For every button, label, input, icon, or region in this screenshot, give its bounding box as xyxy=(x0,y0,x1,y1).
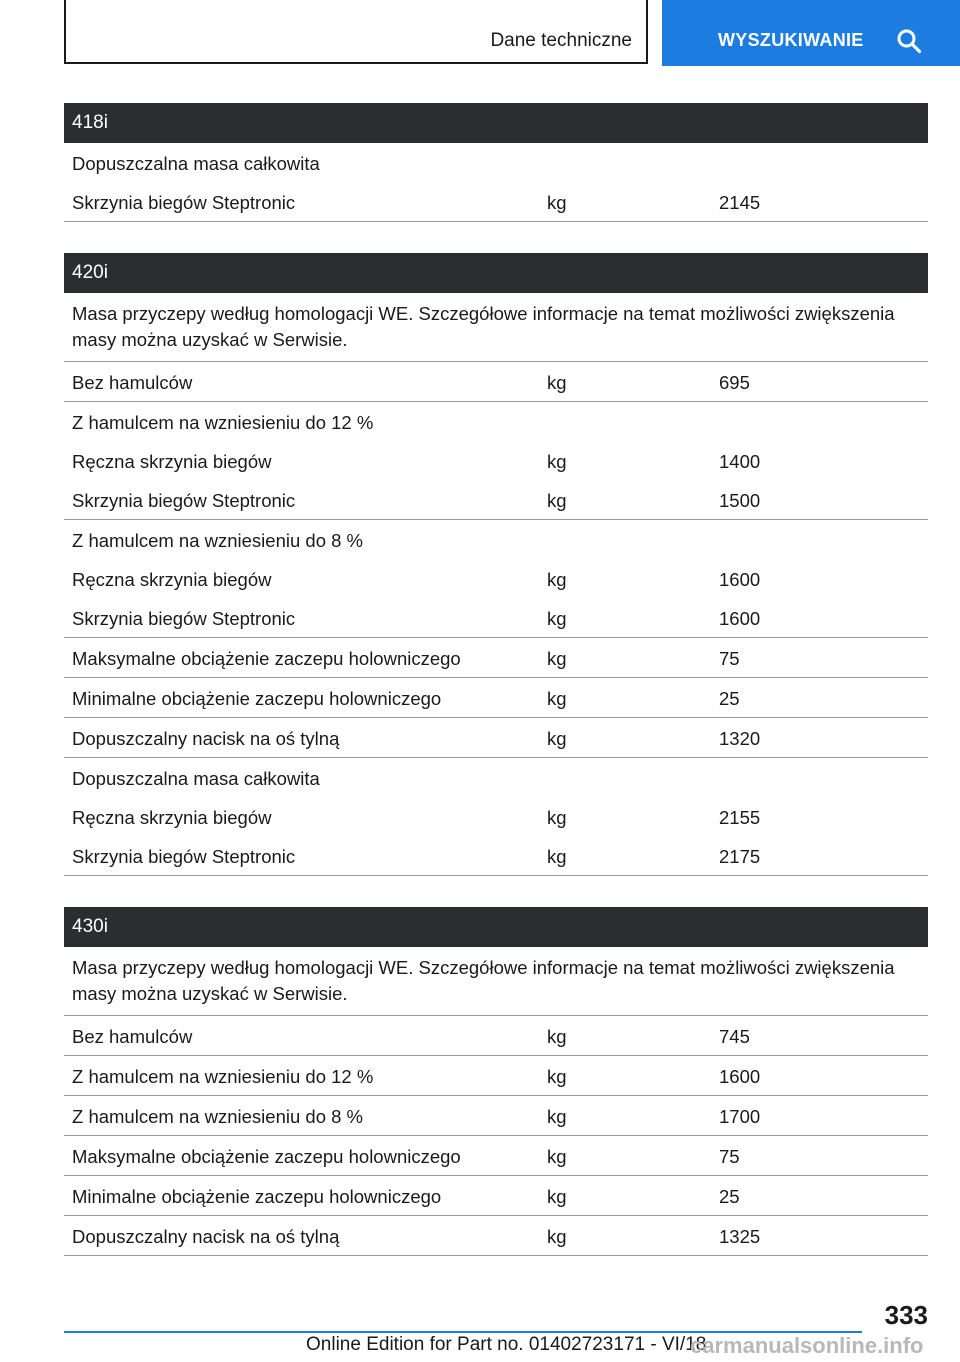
search-icon xyxy=(896,28,922,54)
table-row xyxy=(64,638,928,678)
spec-value: 75 xyxy=(719,648,740,669)
table-row xyxy=(64,520,928,559)
model-heading: 420i xyxy=(64,253,928,293)
spec-label: Ręczna skrzynia biegów xyxy=(72,807,272,828)
spec-label: Skrzynia biegów Steptronic xyxy=(72,192,296,213)
table-row xyxy=(64,598,928,638)
edition-text: Online Edition for Part no. 01402723171 - VI/18 xyxy=(306,1334,707,1355)
table-row xyxy=(64,718,928,758)
spec-unit: kg xyxy=(547,1066,567,1087)
table-row xyxy=(64,758,928,797)
spec-label: Dopuszczalna masa całkowita xyxy=(72,768,320,789)
spec-value: 695 xyxy=(719,372,750,393)
spec-value: 25 xyxy=(719,688,740,709)
spec-unit: kg xyxy=(547,569,567,590)
spec-label: Minimalne obciążenie zaczepu holowniczego xyxy=(72,688,442,709)
table-row xyxy=(64,1096,928,1136)
spec-unit: kg xyxy=(547,1106,567,1127)
spec-value: 1325 xyxy=(719,1226,761,1247)
table-row xyxy=(64,1016,928,1056)
table-row xyxy=(64,1216,928,1256)
section-tab[interactable] xyxy=(64,0,648,64)
table-row xyxy=(64,1136,928,1176)
spec-unit: kg xyxy=(547,728,567,749)
spec-unit: kg xyxy=(547,451,567,472)
spec-tables xyxy=(64,103,928,1287)
spec-unit: kg xyxy=(547,807,567,828)
spec-value: 1600 xyxy=(719,608,761,629)
spec-label: Ręczna skrzynia biegów xyxy=(72,569,272,590)
table-row xyxy=(64,1056,928,1096)
spec-value: 75 xyxy=(719,1146,740,1167)
table-row xyxy=(64,480,928,520)
spec-unit: kg xyxy=(547,1146,567,1167)
model-heading: 430i xyxy=(64,907,928,947)
spec-label: Skrzynia biegów Steptronic xyxy=(72,490,296,511)
spec-label: Z hamulcem na wzniesieniu do 8 % xyxy=(72,530,364,551)
spec-unit: kg xyxy=(547,688,567,709)
table-row xyxy=(64,559,928,598)
spec-value: 2175 xyxy=(719,846,761,867)
spec-block xyxy=(64,103,928,222)
spec-value: 1600 xyxy=(719,569,761,590)
table-row xyxy=(64,362,928,402)
spec-unit: kg xyxy=(547,372,567,393)
spec-label: Skrzynia biegów Steptronic xyxy=(72,608,296,629)
spec-value: 1500 xyxy=(719,490,761,511)
spec-label: Dopuszczalna masa całkowita xyxy=(72,153,320,174)
spec-label: Z hamulcem na wzniesieniu do 12 % xyxy=(72,412,374,433)
table-row xyxy=(64,836,928,876)
spec-block xyxy=(64,907,928,1256)
table-row xyxy=(64,678,928,718)
spec-value: 1400 xyxy=(719,451,761,472)
spec-value: 1700 xyxy=(719,1106,761,1127)
section-title: Dane techniczne xyxy=(490,30,632,51)
spec-label: Z hamulcem na wzniesieniu do 8 % xyxy=(72,1106,364,1127)
search-label: WYSZUKIWANIE xyxy=(718,30,864,50)
spec-unit: kg xyxy=(547,648,567,669)
spec-label: Dopuszczalny nacisk na oś tylną xyxy=(72,728,340,749)
spec-label: Maksymalne obciążenie zaczepu holowniczego xyxy=(72,1146,461,1167)
spec-label: Minimalne obciążenie zaczepu holowniczego xyxy=(72,1186,442,1207)
spec-label: Bez hamulców xyxy=(72,1026,193,1047)
table-row xyxy=(64,143,928,182)
spec-label: Bez hamulców xyxy=(72,372,193,393)
table-row xyxy=(64,182,928,222)
spec-unit: kg xyxy=(547,1226,567,1247)
spec-unit: kg xyxy=(547,608,567,629)
spec-value: 2155 xyxy=(719,807,761,828)
table-row xyxy=(64,797,928,836)
spec-block xyxy=(64,253,928,876)
table-row xyxy=(64,1176,928,1216)
spec-unit: kg xyxy=(547,846,567,867)
page-number: 333 xyxy=(884,1300,928,1330)
spec-label: Skrzynia biegów Steptronic xyxy=(72,846,296,867)
spec-value: 1320 xyxy=(719,728,761,749)
spec-label: Z hamulcem na wzniesieniu do 12 % xyxy=(72,1066,374,1087)
spec-label: Maksymalne obciążenie zaczepu holowniczego xyxy=(72,648,461,669)
page-header xyxy=(0,0,960,66)
spec-unit: kg xyxy=(547,1026,567,1047)
spec-value: 1600 xyxy=(719,1066,761,1087)
spec-value: 25 xyxy=(719,1186,740,1207)
spec-label: Dopuszczalny nacisk na oś tylną xyxy=(72,1226,340,1247)
table-row xyxy=(64,441,928,480)
spec-unit: kg xyxy=(547,1186,567,1207)
watermark: carmanualsonline.info xyxy=(690,1333,924,1358)
table-row xyxy=(64,402,928,441)
spec-note: Masa przyczepy według homologacji WE. Szczegółowe informacje na temat możliwości zwiększenia masy można uzyskać w Serwisie. xyxy=(64,293,928,362)
search-button[interactable] xyxy=(662,0,960,66)
spec-value: 745 xyxy=(719,1026,750,1047)
spec-label: Ręczna skrzynia biegów xyxy=(72,451,272,472)
model-heading: 418i xyxy=(64,103,928,143)
spec-unit: kg xyxy=(547,490,567,511)
spec-value: 2145 xyxy=(719,192,761,213)
spec-unit: kg xyxy=(547,192,567,213)
spec-note: Masa przyczepy według homologacji WE. Szczegółowe informacje na temat możliwości zwiększenia masy można uzyskać w Serwisie. xyxy=(64,947,928,1016)
